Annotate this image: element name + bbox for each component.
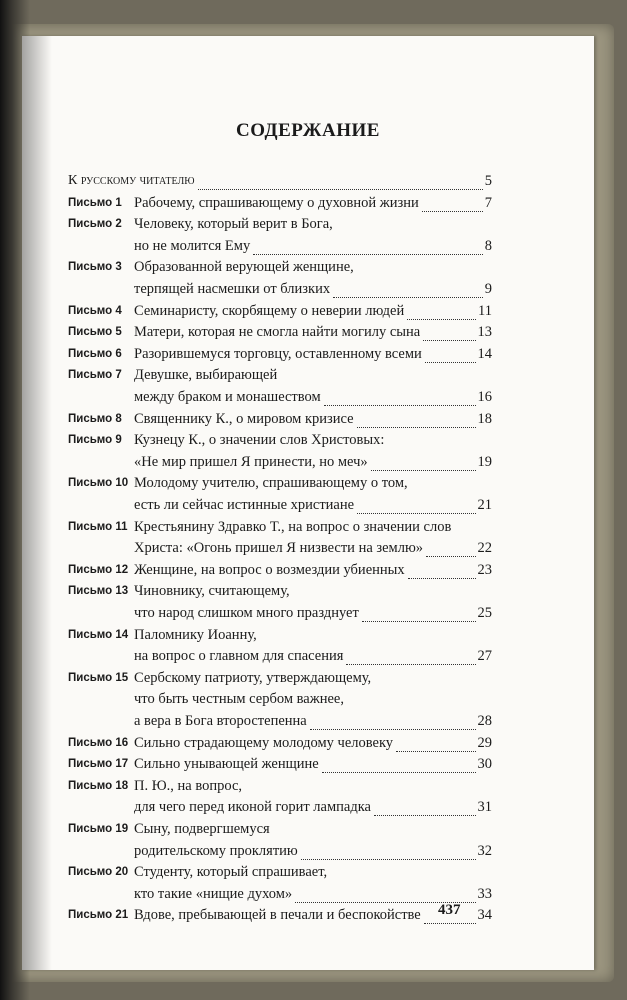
toc-entry-text: Крестьянину Здравко Т., на вопрос о значении слов [134,518,452,535]
toc-entry-text: между браком и монашеством [134,389,321,405]
toc-entry-text: кто такие «нищие духом» [134,885,293,902]
toc-entry-text: Рабочему, спрашивающему о духовной жизни [134,194,419,211]
toc-line [22,648,594,670]
toc-entry-label: Письмо 20 [68,866,129,879]
toc-entry-text: П. Ю., на вопрос, [134,777,242,794]
toc-line [22,195,594,217]
table-of-contents [22,36,594,970]
toc-entry-label: Письмо 3 [68,261,122,274]
toc-line [22,173,594,195]
toc-entry-page: 21 [477,497,492,513]
toc-entry-text: Женщине, на вопрос о возмездии убиенных [134,561,405,578]
toc-dot-leader [371,450,476,471]
toc-entry-label: Письмо 12 [68,563,129,576]
toc-entry-label: Письмо 7 [68,369,122,382]
toc-line [22,562,594,584]
toc-entry-text: К русскому читателю [68,173,195,188]
toc-entry-label: Письмо 21 [68,909,129,922]
toc-entry-page: 11 [478,302,492,319]
toc-entry-page: 33 [477,885,492,902]
toc-entry-text: Молодому учителю, спрашивающему о том, [134,475,408,492]
toc-entry-text: есть ли сейчас истинные христиане [134,497,355,513]
toc-entry-text: Студенту, который спрашивает, [134,864,328,881]
toc-line [22,389,594,411]
toc-line [22,238,594,260]
toc-entry-text: а вера в Бога второстепенна [134,713,307,729]
toc-entry-label: Письмо 14 [68,628,129,641]
toc-entry-page: 29 [477,734,492,751]
toc-line [22,799,594,821]
toc-line [22,756,594,778]
toc-dot-leader [357,493,475,514]
toc-entry-text: Кузнецу К., о значении слов Христовых: [134,432,385,449]
toc-line [22,670,594,692]
page-title: СОДЕРЖАНИЕ [236,120,380,141]
toc-line [22,303,594,325]
toc-entry-text: Священнику К., о мировом кризисе [134,410,354,427]
toc-entry-page: 25 [477,605,492,621]
toc-entry-label: Письмо 19 [68,823,129,835]
toc-dot-leader [408,558,476,579]
toc-line [22,454,594,476]
toc-entry-text: Образованной верующей женщине, [134,259,354,276]
toc-dot-leader [324,385,476,406]
toc-entry-page: 23 [477,561,492,578]
toc-entry-text: Сильно унывающей женщине [134,756,319,773]
toc-dot-leader [253,234,483,255]
toc-dot-leader [346,644,475,665]
toc-entry-label: Письмо 18 [68,779,129,792]
toc-entry-page: 27 [477,648,492,665]
toc-entry-text: что быть честным сербом важнее, [134,691,344,708]
toc-dot-leader [357,407,476,428]
toc-entry-page: 18 [477,410,492,427]
toc-entry-page: 19 [477,453,492,470]
toc-dot-leader [198,169,483,190]
toc-dot-leader [423,320,475,341]
toc-line [22,346,594,368]
toc-dot-leader [362,601,476,622]
toc-entry-text: Сыну, подвергшемуся [134,821,270,837]
toc-line [22,324,594,346]
toc-entry-text: Сербскому патриоту, утверждающему, [134,669,372,686]
toc-entry-label: Письмо 13 [68,585,129,598]
toc-line [22,627,594,649]
toc-dot-leader [407,299,476,320]
toc-dot-leader [295,882,475,903]
toc-entry-text: что народ слишком много празднует [134,605,359,621]
toc-entry-label: Письмо 4 [68,304,122,317]
toc-dot-leader [310,709,476,730]
toc-entry-page: 28 [477,713,492,729]
toc-line [22,713,594,735]
toc-entry-page: 9 [484,281,492,297]
toc-entry-page: 13 [477,324,492,341]
toc-dot-leader [422,191,483,212]
toc-entry-text: Семинаристу, скорбящему о неверии людей [134,302,405,319]
toc-entry-page: 34 [477,907,492,924]
book-page [22,36,594,970]
toc-line [22,778,594,800]
toc-dot-leader [426,536,475,557]
toc-entry-label: Письмо 2 [68,218,122,231]
toc-line [22,497,594,519]
toc-entry-label: Письмо 9 [68,434,122,447]
toc-entry-label: Письмо 10 [68,477,129,490]
toc-entry-label: Письмо 17 [68,758,129,771]
toc-entry-text: родительскому проклятию [134,842,298,859]
toc-entry-text: Христа: «Огонь пришел Я низвести на землю» [134,540,424,557]
toc-entry-label: Письмо 16 [68,736,129,749]
toc-line [22,907,594,929]
toc-line [22,411,594,433]
toc-line [22,519,594,541]
toc-entry-label: Письмо 1 [68,196,122,209]
toc-dot-leader [425,342,476,363]
toc-line [22,475,594,497]
toc-entry-text: но не молится Ему [134,237,251,254]
toc-entry-page: 32 [477,842,492,859]
toc-line [22,583,594,605]
toc-line [22,605,594,627]
toc-entry-page: 22 [477,540,492,557]
toc-entry-page: 16 [477,389,492,405]
toc-entry-text: Разорившемуся торговцу, оставленному всеми [134,345,422,362]
toc-entry-text: Сильно страдающему молодому человеку [134,734,394,751]
toc-dot-leader [374,795,476,816]
toc-entry-text: на вопрос о главном для спасения [134,648,344,665]
toc-entry-text: «Не мир пришел Я принести, но меч» [134,453,368,470]
toc-entry-text: Чиновнику, считающему, [134,583,290,600]
toc-entry-page: 14 [477,345,492,362]
toc-line [22,367,594,389]
page-gutter-shadow [22,36,52,970]
toc-entry-page: 30 [477,756,492,773]
toc-dot-leader [322,752,476,773]
toc-line [22,432,594,454]
toc-entry-page: 7 [484,194,492,211]
toc-line [22,886,594,908]
toc-entry-page: 5 [484,173,492,189]
toc-entry-label: Письмо 8 [68,412,122,425]
toc-entry-label: Письмо 15 [68,671,129,684]
toc-entry-label: Письмо 5 [68,326,122,339]
toc-entry-page: 8 [484,237,492,254]
toc-dot-leader [301,839,476,860]
toc-entry-text: Паломнику Иоанну, [134,626,257,643]
toc-entry-text: Матери, которая не смогла найти могилу сына [134,324,421,341]
toc-dot-leader [396,731,475,752]
toc-entry-text: Девушке, выбирающей [134,367,278,384]
toc-line [22,691,594,713]
page-number: 437 [438,902,461,918]
toc-entry-text: терпящей насмешки от близких [134,281,331,297]
toc-entry-page: 31 [477,799,492,816]
toc-dot-leader [333,277,483,298]
toc-entry-text: Человеку, который верит в Бога, [134,216,333,233]
toc-line [22,735,594,757]
toc-line [22,540,594,562]
toc-line [22,843,594,865]
toc-line [22,281,594,303]
toc-entry-text: для чего перед иконой горит лампадка [134,799,371,816]
toc-entry-label: Письмо 11 [68,520,128,533]
toc-line [22,259,594,281]
toc-entry-text: Вдове, пребывающей в печали и беспокойстве [134,907,421,924]
toc-entry-label: Письмо 6 [68,347,122,360]
